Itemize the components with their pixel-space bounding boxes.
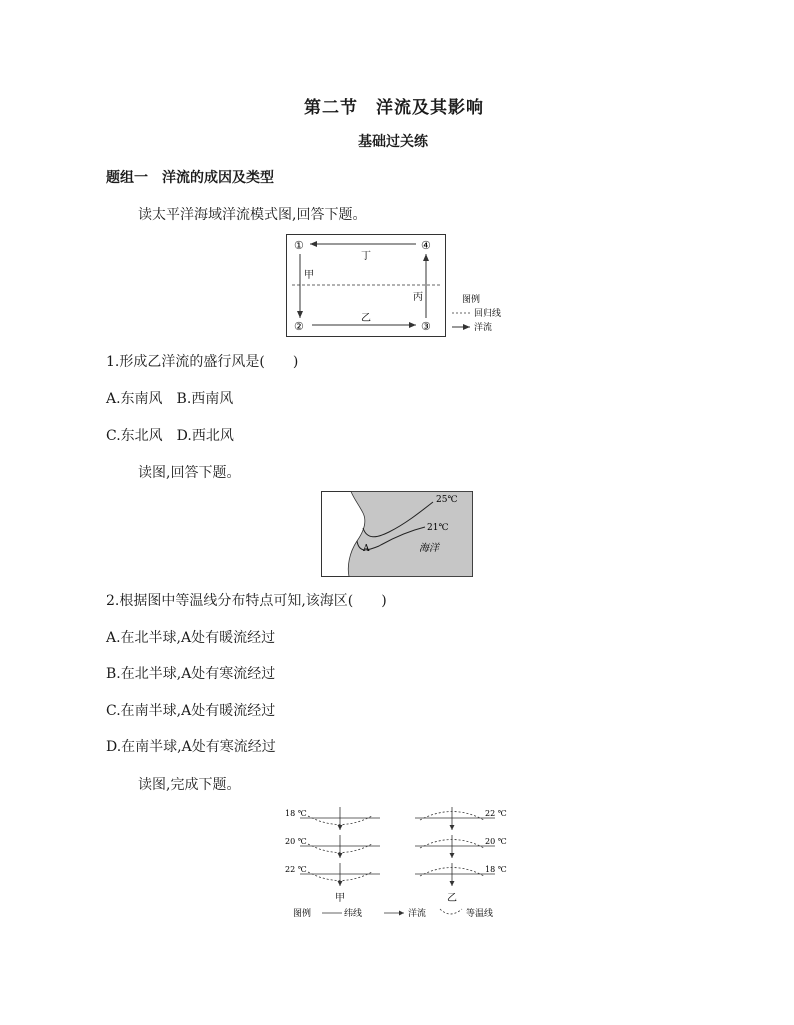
- right-temp-2: 20 ℃: [485, 837, 507, 846]
- ocean-label: 海洋: [419, 543, 439, 554]
- corner-4: ④: [421, 239, 431, 252]
- figure1-current-model: [286, 232, 516, 338]
- label-yi: 乙: [361, 313, 371, 324]
- label-ding: 丁: [361, 251, 371, 262]
- label-jia: 甲: [304, 270, 314, 281]
- legend1-line-label: 回归线: [474, 309, 502, 319]
- group-heading: 题组一 洋流的成因及类型: [106, 170, 274, 186]
- label-bing: 丙: [413, 292, 423, 303]
- left-temp-3: 22 ℃: [285, 865, 307, 874]
- legend3-title: 图例: [293, 909, 312, 919]
- q2-option-c: C.在南半球,A处有暖流经过: [106, 703, 276, 719]
- q2-option-b: B.在北半球,A处有寒流经过: [106, 666, 276, 682]
- legend1-arrow-label: 洋流: [474, 323, 493, 333]
- left-temp-1: 18 ℃: [285, 809, 307, 818]
- page-subtitle: 基础过关练: [358, 134, 428, 150]
- legend3-iso-sample: [440, 909, 462, 914]
- intro-figure1: 读太平洋海域洋流模式图,回答下题。: [138, 207, 367, 223]
- q2-option-a: A.在北半球,A处有暖流经过: [106, 630, 276, 646]
- legend3-iso-label: 等温线: [466, 909, 494, 919]
- iso-21-label: 21℃: [427, 523, 449, 533]
- q1-options-cd: C.东北风 D.西北风: [106, 428, 234, 444]
- figure2-isotherm-map: [321, 491, 473, 577]
- q2-stem: 2.根据图中等温线分布特点可知,该海区( ): [106, 593, 387, 609]
- corner-1: ①: [294, 239, 304, 252]
- corner-3: ③: [421, 320, 431, 333]
- label-jia-3: 甲: [335, 893, 345, 904]
- q1-stem: 1.形成乙洋流的盛行风是( ): [106, 354, 299, 370]
- q1-options-ab: A.东南风 B.西南风: [106, 391, 234, 407]
- legend1-title: 图例: [462, 295, 481, 305]
- q2-option-d: D.在南半球,A处有寒流经过: [106, 739, 276, 755]
- left-temp-2: 20 ℃: [285, 837, 307, 846]
- intro-figure2: 读图,回答下题。: [138, 465, 241, 481]
- intro-figure3: 读图,完成下题。: [138, 777, 241, 793]
- right-temp-3: 18 ℃: [485, 865, 507, 874]
- legend3-current-label: 洋流: [408, 909, 427, 919]
- corner-2: ②: [294, 320, 304, 333]
- figure3-currents-isotherms: [280, 803, 520, 923]
- point-a: A: [363, 544, 370, 554]
- page-title: 第二节 洋流及其影响: [304, 98, 484, 118]
- iso-25-label: 25℃: [436, 495, 458, 505]
- label-yi-3: 乙: [447, 893, 457, 904]
- right-temp-1: 22 ℃: [485, 809, 507, 818]
- legend3-lat-label: 纬线: [344, 909, 363, 919]
